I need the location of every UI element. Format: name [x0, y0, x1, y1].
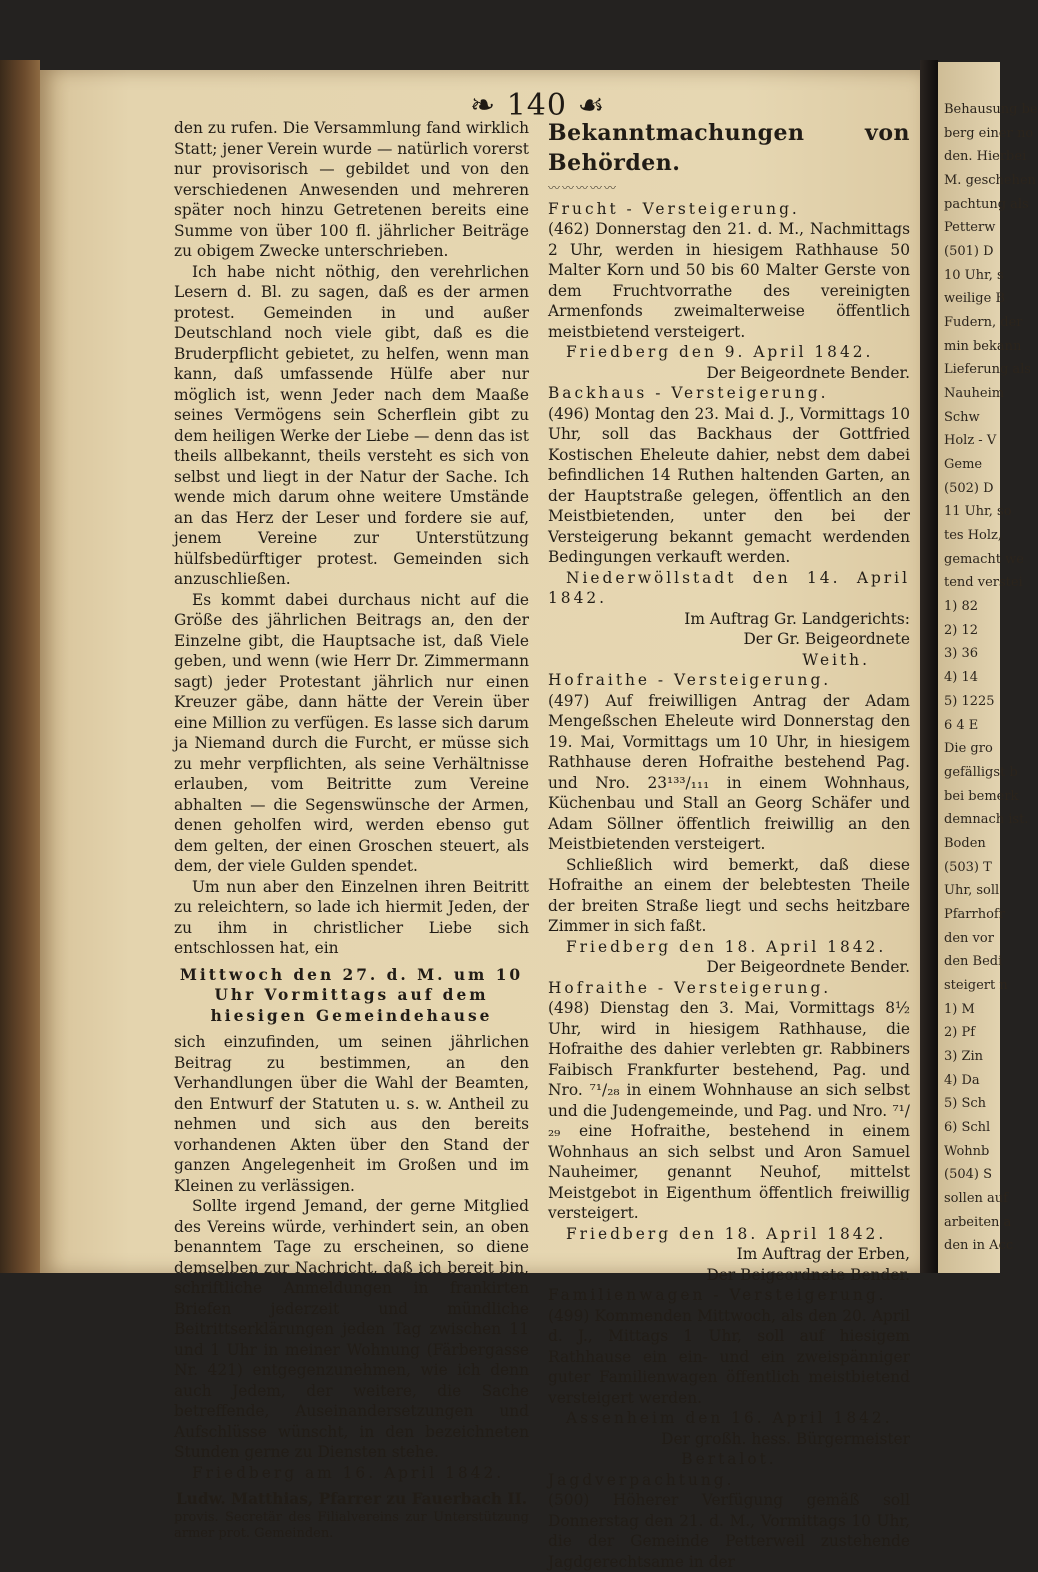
next-page-fragment: 3) 36 — [944, 646, 979, 662]
next-page-fragment: berg einer no — [944, 125, 1034, 141]
left-column — [174, 118, 529, 1542]
next-page-edge — [938, 62, 1038, 1273]
left-place-date: Friedberg am 16. April 1842. — [192, 1463, 505, 1482]
notice-499-place: Assenheim den 16. April 1842. — [566, 1409, 893, 1427]
next-page-fragment: (504) S — [944, 1167, 992, 1183]
next-page-fragment: den in Acc — [944, 1238, 1014, 1254]
next-page-fragment: 6) Schl — [944, 1119, 991, 1135]
next-page-fragment: M. geschehen — [944, 173, 1037, 189]
header-ornament-left: ❧ — [470, 88, 497, 123]
notice-462-heading: Frucht - Versteigerung. — [548, 199, 800, 218]
next-page-fragment: Geme — [944, 457, 983, 473]
notice-499-signature-1: Der großh. hess. Bürgermeister — [661, 1429, 910, 1448]
next-page-fragment: 5) 1225 — [944, 693, 995, 709]
book-spine — [0, 60, 40, 1273]
notice-462-text: (462) Donnerstag den 21. d. M., Nachmittags 2 Uhr, werden in hiesigem Rathhause 50 Malter Korn und 50 bis 60 Malter Gerste von dem Fruchtvorrathe des vereinigten Armenfonds zweimalterweise öffentlich meistbietend versteigert. — [548, 220, 910, 341]
notice-497-place: Friedberg den 18. April 1842. — [566, 937, 887, 956]
next-page-fragment: Lieferung als — [944, 362, 1031, 378]
notice-496-signature-3: Weith. — [802, 650, 870, 669]
left-paragraph-6: sich einzufinden, um seinen jährlichen Beitrag zu bestimmen, an den Verhandlungen über die Wahl der Beamten, den Entwurf der Statuten u. s. w. Antheil zu nehmen und sich aus den bereits vorhandenen Akten über den Stand der ganzen Angelegenheit im Großen und im Kleinen zu verlässigen. — [174, 1033, 529, 1195]
next-page-fragment: 1) M — [944, 1001, 975, 1017]
next-page-fragment: gefälligst b — [944, 764, 1018, 780]
notice-499-text: (499) Kommenden Mittwoch, als den 20. April d. J., Mittags 1 Uhr, soll auf hiesigem Rathhause ein ein- und ein zweispänniger guter Familienwagen öffentlich meistbietend versteigert werden. — [548, 1306, 910, 1407]
notice-498-heading: Hofraithe - Versteigerung. — [548, 978, 832, 997]
next-page-fragment: den Bedi — [944, 954, 1003, 970]
notice-498-text: (498) Dienstag den 3. Mai, Vormittags 8½ Uhr, wird in hiesigem Rathhause, die Hofraithe des dahier verlebten gr. Rabbiners Faibisch Frankfurter bestehend, Pag. und Nro. ⁷¹/₂₈ in einem Wohnhause an sich selbst und die Judengemeinde, und Pag. und Nro. ⁷¹/₂₉ eine Hofraithe, bestehend in einem Wohnhaus an sich selbst und Aron Samuel Nauheimer, genannt Neuhof, mittelst Meistgebot in Eigenthum öffentlich freiwillig versteigert. — [548, 999, 910, 1222]
notice-498-place: Friedberg den 18. April 1842. — [566, 1224, 887, 1243]
next-page-fragment: gemacht we — [944, 551, 1024, 567]
left-signature-name: Ludw. Matthias, Pfarrer zu Fauerbach II. — [175, 1490, 528, 1508]
left-paragraph-7: Sollte irgend Jemand, der gerne Mitglied des Vereins würde, verhindert sein, an oben benanntem Tage zu erscheinen, so diene demselben zur Nachricht, daß ich bereit bin, schriftliche Anmeldungen in frankirten Briefen jederzeit und mündliche Beitrittserklärungen jeden Tag zwischen 11 und 1 Uhr in meiner Wohnung (Färbergasse Nr. 421) entgegenzunehmen, wie ich denn auch Jedem, der weitere, die Sache betreffende, Auseinandersetzungen und Aufschlüsse wünscht, in den bezeichneten Stunden gerne zu Diensten stehe. — [174, 1197, 529, 1461]
next-page-fragment: den. Hierbei — [944, 149, 1027, 165]
next-page-fragment: Wohnb — [944, 1143, 990, 1159]
notice-496-place: Niederwöllstadt den 14. April 1842. — [548, 568, 910, 607]
notice-500-heading: Jagdverpachtung. — [548, 1470, 735, 1489]
next-page-fragment: 6 4 E — [944, 717, 979, 733]
notice-498-signature-1: Im Auftrag der Erben, — [736, 1245, 910, 1263]
notice-498-signature-2: Der Beigeordnete Bender. — [706, 1265, 910, 1284]
next-page-fragment: demnach ist. — [944, 812, 1029, 828]
next-page-fragment: Holz - V — [944, 433, 997, 449]
left-paragraph-3: Es kommt dabei durchaus nicht auf die Größe des jährlichen Beitrags an, den der Einzelne gibt, die Hauptsache ist, daß Viele geben, und wenn (wie Herr Dr. Zimmermann sagt) jeder Protestant jährlich nur einen Kreuzer gäbe, dann hätte der Verein über eine Million zu verfügen. Es lasse sich darum ja Niemand durch die Furcht, er müsse sich zu mehr verpflichten, als seine Verhältnisse erlauben, vom Beitritte zum Vereine abhalten — die Segenswünsche der Armen, denen geholfen wird, werden ebenso gut dem gelten, der einen Groschen steuert, als dem, der viele Gulden spendet. — [174, 590, 529, 875]
next-page-fragment: bei bemerk — [944, 788, 1019, 804]
section-title: Bekanntmachungen von Behörden. — [548, 120, 910, 176]
notice-496-signature-2: Der Gr. Beigeordnete — [743, 630, 910, 648]
next-page-fragment: 1) 82 — [944, 599, 979, 615]
next-page-fragment: den vor — [944, 930, 994, 946]
notice-499-heading: Familienwagen - Versteigerung. — [548, 1286, 887, 1304]
next-page-fragment: (503) T — [944, 859, 992, 875]
next-page-fragment: Pfarrhofr — [944, 906, 1005, 922]
left-signature-title: provis. Secretär des Filialvereins zur Unterstützung armer prot. Gemeinden. — [174, 1509, 529, 1541]
notice-496-text: (496) Montag den 23. Mai d. J., Vormittags 10 Uhr, soll das Backhaus der Gottfried Kostischen Eheleute dahier, nebst dem dabei befindlichen 14 Ruthen haltenden Garten, an der Hauptstraße gelegen, öffentlich an den Meistbietenden, unter den bei der Versteigerung bekannt gemacht werdenden Bedingungen verkauft werden. — [548, 404, 910, 566]
left-paragraph-2: Ich habe nicht nöthig, den verehrlichen Lesern d. Bl. zu sagen, daß es der armen protest. Gemeinden in und außer Deutschland noch viele gibt, daß es die Bruderpflicht gebietet, zu helfen, wenn man kann, daß umfassende Hülfe aber nur möglich ist, wenn Jeder nach dem Maaße seines Vermögens sein Scherflein gibt zu dem heiligen Werke der Liebe — denn das ist theils allbekannt, theils versteht es sich von selbst und liegt in der Natur der Sache. Ich wende mich darum ohne weitere Umstände an das Herz der Leser und fordere sie auf, jenem Vereine zur Unterstützung hülfsbedürftiger protest. Gemeinden sich anzuschließen. — [174, 262, 529, 588]
notice-497-text-2: Schließlich wird bemerkt, daß diese Hofraithe an einem der belebtesten Theile der breiten Straße liegt und sechs heitzbare Zimmer in sich faßt. — [548, 855, 910, 935]
next-page-fragment: 4) 14 — [944, 670, 979, 686]
notice-500-text: (500) Höherer Verfügung gemäß soll Donnerstag den 21. d. M., Vormittags 10 Uhr, die der Gemeinde Petterweil zustehende Jagdgerechtsame in der — [548, 1491, 910, 1571]
next-page-fragment: 2) 12 — [944, 622, 979, 638]
next-page-fragment: pachtung als — [944, 196, 1029, 212]
next-page-fragment: Schw — [944, 409, 980, 425]
next-page-fragment: (501) D — [944, 244, 994, 260]
next-page-fragment: Nauheim — [944, 386, 1005, 402]
book-gutter — [920, 60, 938, 1273]
next-page-fragment: Petterw — [944, 220, 996, 236]
next-page-fragment: Boden — [944, 835, 986, 851]
notice-497-heading: Hofraithe - Versteigerung. — [548, 671, 832, 689]
next-page-fragment: (502) D — [944, 480, 994, 496]
left-paragraph-1: den zu rufen. Die Versammlung fand wirklich Statt; jener Verein wurde — natürlich vorerst nur provisorisch — gebildet und von den verschiedenen Anwesenden und mehreren später noch hinzu Getretenen bereits eine Summe von über 100 fl. jährlicher Beiträge zu obigem Zwecke unterschrieben. — [174, 119, 529, 260]
next-page-fragment: weilige B — [944, 291, 1005, 307]
next-page-fragment: Behausung be — [944, 102, 1038, 117]
next-page-fragment: 2) Pf — [944, 1025, 976, 1041]
next-page-fragment: min bekann — [944, 338, 1022, 354]
notice-499-signature-2: Bertalot. — [681, 1450, 777, 1468]
next-page-fragment: 3) Zin — [944, 1048, 984, 1064]
notice-496-signature-1: Im Auftrag Gr. Landgerichts: — [684, 609, 910, 628]
next-page-fragment: tes Holz, — [944, 528, 1003, 544]
next-page-fragment: Uhr, soll — [944, 883, 1000, 899]
title-ornament: 〰〰〰〰〰 — [548, 181, 619, 195]
notice-462-place: Friedberg den 9. April 1842. — [566, 343, 874, 361]
notice-462-signature: Der Beigeordnete Bender. — [706, 363, 910, 382]
header-ornament-right: ☙ — [577, 88, 606, 123]
next-page-fragment: tend verstei — [944, 575, 1023, 591]
next-page-fragment: steigert n — [944, 977, 1008, 993]
page-number: 140 — [506, 88, 567, 123]
next-page-fragment: sollen auf — [944, 1190, 1008, 1206]
next-page-fragment: Die gro — [944, 741, 993, 757]
next-page-fragment: arbeiten a — [944, 1214, 1012, 1230]
meeting-announcement: Mittwoch den 27. d. M. um 10 Uhr Vormittags auf dem hiesigen Gemeindehause — [179, 965, 524, 1025]
notice-497-signature: Der Beigeordnete Bender. — [706, 958, 910, 976]
next-page-fragment: 5) Sch — [944, 1096, 987, 1112]
notice-497-text: (497) Auf freiwilligen Antrag der Adam Mengeßschen Eheleute wird Donnerstag den 19. Mai, Vormittags um 10 Uhr, in hiesigem Rathhause deren Hofraithe bestehend Pag. und Nro. 23¹³³/₁₁₁ in einem Wohnhaus, Küchenbau und Stall an Georg Schäfer und Adam Söllner öffentlich freiwillig an den Meistbietenden versteigert. — [548, 691, 910, 853]
next-page-fragment: Fudern, der — [944, 315, 1023, 331]
next-page-fragment: 10 Uhr, s — [944, 267, 1004, 283]
notice-496-heading: Backhaus - Versteigerung. — [548, 384, 829, 402]
left-paragraph-4: Um nun aber den Einzelnen ihren Beitritt zu releichtern, so lade ich hiermit Jeden, der zu ihm in christlicher Liebe sich entschlossen hat, ein — [174, 877, 529, 957]
next-page-fragment: 4) Da — [944, 1072, 980, 1088]
next-page-fragment: 11 Uhr, so — [944, 504, 1012, 520]
right-column — [548, 118, 910, 1572]
